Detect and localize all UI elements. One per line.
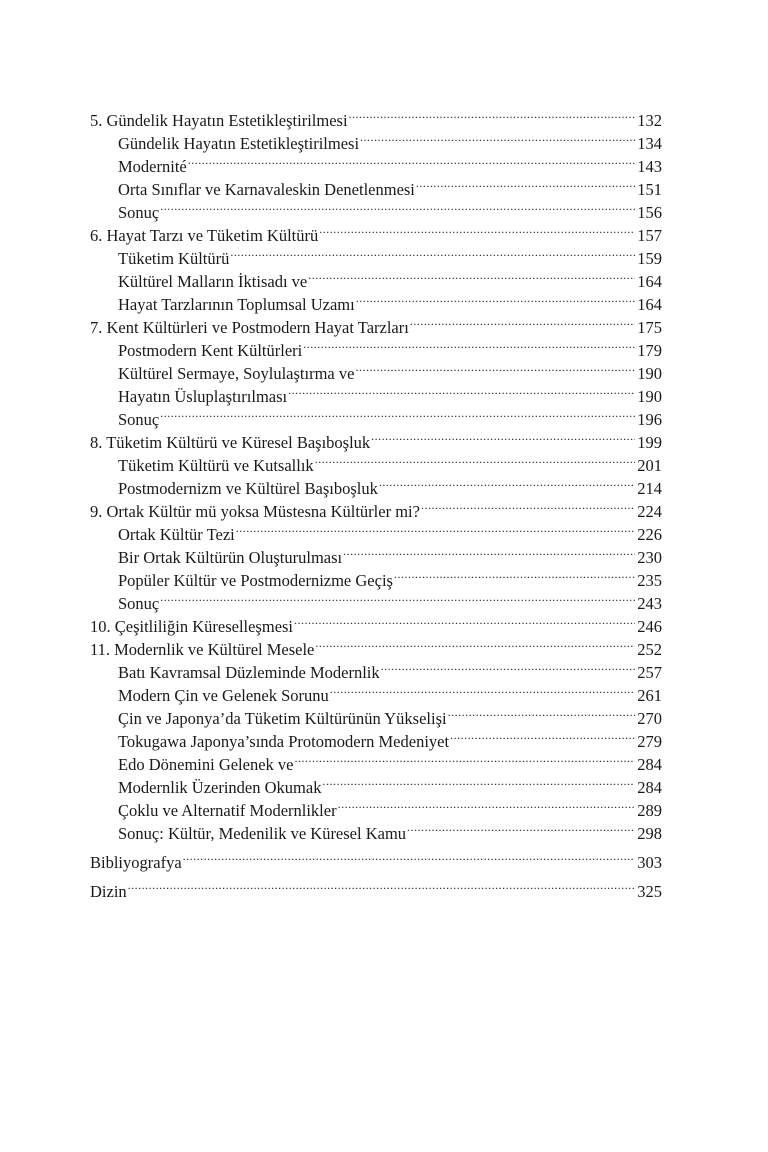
toc-entry-page-number: 261 <box>637 686 662 705</box>
dot-leader <box>394 563 635 586</box>
dot-leader <box>295 747 636 770</box>
table-of-contents <box>90 103 662 901</box>
dot-leader <box>381 655 636 678</box>
dot-leader <box>448 701 636 724</box>
toc-entry-page-number: 199 <box>637 433 662 452</box>
dot-leader <box>288 379 635 402</box>
toc-entry <box>90 103 662 130</box>
toc-entry-label: Sonuç: Kültür, Medenilik ve Küresel Kamu <box>118 824 407 843</box>
dot-leader <box>319 218 635 241</box>
toc-entry-label: Modernité <box>118 157 187 176</box>
toc-entry-label: Popüler Kültür ve Postmodernizme Geçiş <box>118 571 393 590</box>
toc-entry-page-number: 235 <box>637 571 662 590</box>
toc-entry <box>90 609 662 636</box>
toc-entry-page-number: 252 <box>637 640 662 659</box>
toc-entry-page-number: 257 <box>637 663 662 682</box>
toc-entry-page-number: 289 <box>637 801 662 820</box>
toc-entry-page-number: 303 <box>637 853 662 872</box>
toc-entry-label: Modernlik Üzerinden Okumak <box>118 778 322 797</box>
toc-entry-label: Kültürel Sermaye, Soylulaştırma ve <box>118 364 355 383</box>
dot-leader <box>421 494 635 517</box>
toc-entry-label: Modern Çin ve Gelenek Sorunu <box>118 686 329 705</box>
dot-leader <box>371 425 635 448</box>
dot-leader <box>128 874 636 897</box>
toc-entry-page-number: 164 <box>637 295 662 314</box>
toc-entry-label: Tokugawa Japonya’sında Protomodern Medeniyet <box>118 732 450 751</box>
toc-entry-page-number: 143 <box>637 157 662 176</box>
toc-entry-page-number: 214 <box>637 479 662 498</box>
toc-entry-label: Hayat Tarzlarının Toplumsal Uzamı <box>118 295 355 314</box>
toc-entry-page-number: 279 <box>637 732 662 751</box>
toc-entry <box>90 218 662 245</box>
toc-entry-page-number: 151 <box>637 180 662 199</box>
toc-entry-page-number: 134 <box>637 134 662 153</box>
toc-entry-label: Çin ve Japonya’da Tüketim Kültürünün Yükselişi <box>118 709 447 728</box>
toc-entry-page-number: 284 <box>637 755 662 774</box>
dot-leader <box>160 402 635 425</box>
toc-entry-page-number: 159 <box>637 249 662 268</box>
dot-leader <box>303 333 635 356</box>
dot-leader <box>330 678 635 701</box>
dot-leader <box>355 356 635 379</box>
dot-leader <box>230 241 635 264</box>
toc-entry-label: Edo Dönemini Gelenek ve <box>118 755 294 774</box>
toc-entry-label: Postmodern Kent Kültürleri <box>118 341 303 360</box>
toc-entry-label: Sonuç <box>118 203 160 222</box>
dot-leader <box>349 103 636 126</box>
toc-entry-page-number: 201 <box>637 456 662 475</box>
toc-entry-page-number: 298 <box>637 824 662 843</box>
dot-leader <box>356 287 636 310</box>
toc-entry-label: 9. Ortak Kültür mü yoksa Müstesna Kültürler mi? <box>90 502 420 521</box>
toc-entry <box>90 845 662 872</box>
dot-leader <box>338 793 636 816</box>
toc-entry-label: Sonuç <box>118 594 160 613</box>
toc-entry-label: Bibliyografya <box>90 853 182 872</box>
dot-leader <box>183 845 636 868</box>
toc-entry-page-number: 164 <box>637 272 662 291</box>
dot-leader <box>360 126 635 149</box>
toc-entry-page-number: 190 <box>637 364 662 383</box>
toc-entry-label: Sonuç <box>118 410 160 429</box>
toc-entry-label: Hayatın Üsluplaştırılması <box>118 387 288 406</box>
toc-entry-page-number: 132 <box>637 111 662 130</box>
toc-entry-label: Bir Ortak Kültürün Oluşturulması <box>118 548 343 567</box>
dot-leader <box>379 471 635 494</box>
dot-leader <box>160 586 635 609</box>
toc-entry-page-number: 284 <box>637 778 662 797</box>
toc-entry-label: Postmodernizm ve Kültürel Başıboşluk <box>118 479 378 498</box>
toc-subentry <box>90 195 662 222</box>
toc-entry-page-number: 190 <box>637 387 662 406</box>
toc-entry-page-number: 230 <box>637 548 662 567</box>
toc-entry-page-number: 156 <box>637 203 662 222</box>
toc-subentry <box>90 402 662 429</box>
toc-entry-label: Tüketim Kültürü <box>118 249 230 268</box>
toc-entry <box>90 425 662 452</box>
toc-entry-label: Gündelik Hayatın Estetikleştirilmesi <box>118 134 360 153</box>
toc-entry-label: 11. Modernlik ve Kültürel Mesele <box>90 640 315 659</box>
toc-entry-page-number: 243 <box>637 594 662 613</box>
toc-entry-label: Tüketim Kültürü ve Kutsallık <box>118 456 314 475</box>
dot-leader <box>315 632 635 655</box>
toc-entry-label: 10. Çeşitliliğin Küreselleşmesi <box>90 617 294 636</box>
toc-entry-page-number: 224 <box>637 502 662 521</box>
toc-entry-label: Batı Kavramsal Düzleminde Modernlik <box>118 663 380 682</box>
toc-entry-label: Ortak Kültür Tezi <box>118 525 235 544</box>
toc-entry-page-number: 196 <box>637 410 662 429</box>
dot-leader <box>322 770 635 793</box>
dot-leader <box>450 724 635 747</box>
toc-entry-page-number: 325 <box>637 882 662 901</box>
toc-entry-label: 8. Tüketim Kültürü ve Küresel Başıboşluk <box>90 433 371 452</box>
dot-leader <box>160 195 635 218</box>
toc-entry <box>90 874 662 901</box>
dot-leader <box>416 172 635 195</box>
toc-entry-page-number: 175 <box>637 318 662 337</box>
dot-leader <box>315 448 636 471</box>
toc-entry-page-number: 226 <box>637 525 662 544</box>
dot-leader <box>236 517 635 540</box>
toc-entry-label: Kültürel Malların İktisadı ve <box>118 272 308 291</box>
toc-entry-label: 6. Hayat Tarzı ve Tüketim Kültürü <box>90 226 319 245</box>
dot-leader <box>410 310 635 333</box>
toc-entry-label: 5. Gündelik Hayatın Estetikleştirilmesi <box>90 111 348 130</box>
toc-entry-label: 7. Kent Kültürleri ve Postmodern Hayat Tarzları <box>90 318 409 337</box>
toc-entry-page-number: 157 <box>637 226 662 245</box>
toc-subentry <box>90 586 662 613</box>
toc-entry-page-number: 179 <box>637 341 662 360</box>
toc-entry-page-number: 246 <box>637 617 662 636</box>
toc-entry-page-number: 270 <box>637 709 662 728</box>
dot-leader <box>407 816 635 839</box>
toc-entry-label: Dizin <box>90 882 127 901</box>
toc-entry-label: Çoklu ve Alternatif Modernlikler <box>118 801 337 820</box>
dot-leader <box>343 540 635 563</box>
dot-leader <box>188 149 636 172</box>
dot-leader <box>294 609 635 632</box>
toc-entry-label: Orta Sınıflar ve Karnavaleskin Denetlenmesi <box>118 180 415 199</box>
dot-leader <box>308 264 635 287</box>
